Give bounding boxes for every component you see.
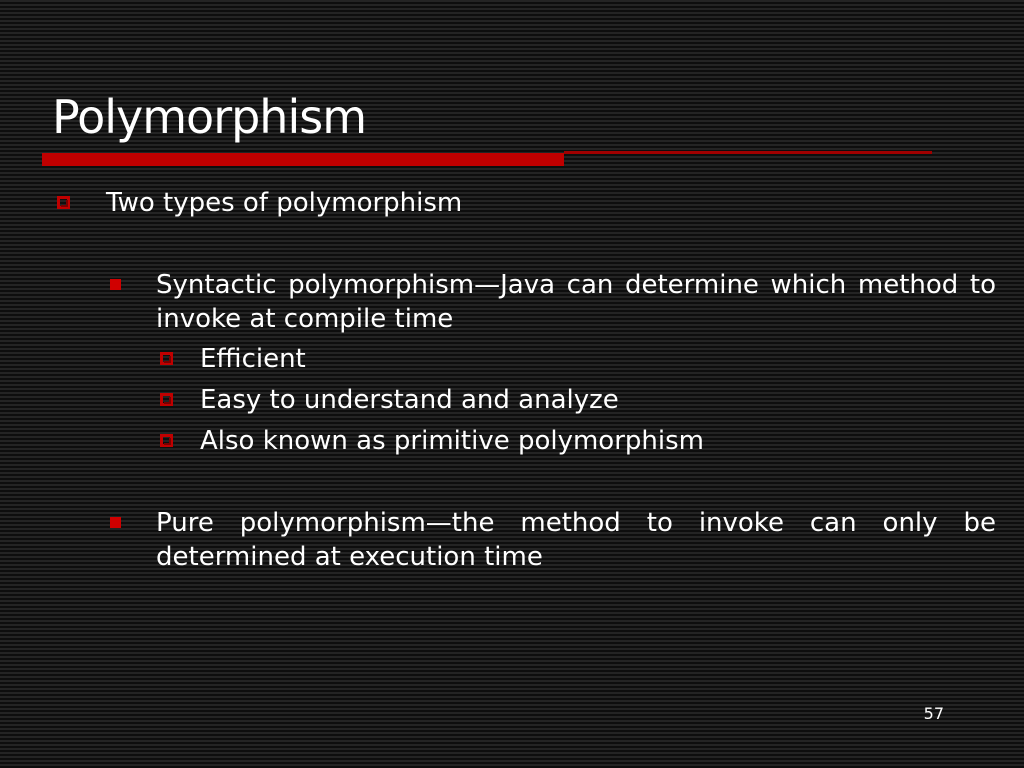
filled-square-icon (110, 279, 121, 290)
hollow-square-icon (160, 434, 173, 447)
slide-title: Polymorphism (52, 90, 367, 144)
hollow-square-icon (57, 196, 70, 209)
page-number: 57 (923, 704, 944, 723)
bullet-pure-polymorphism: Pure polymorphism—the method to invoke can only be determined at execution time (156, 508, 996, 572)
hollow-square-icon (160, 352, 173, 365)
filled-square-icon (110, 517, 121, 528)
bullet-syntactic-polymorphism: Syntactic polymorphism—Java can determine which method to invoke at compile time (156, 270, 996, 334)
hollow-square-icon (160, 393, 173, 406)
bullet-two-types: Two types of polymorphism (106, 188, 463, 218)
sub-bullet-primitive-polymorphism: Also known as primitive polymorphism (200, 426, 704, 456)
sub-bullet-efficient: Efficient (200, 344, 306, 374)
sub-bullet-easy-to-understand: Easy to understand and analyze (200, 385, 619, 415)
